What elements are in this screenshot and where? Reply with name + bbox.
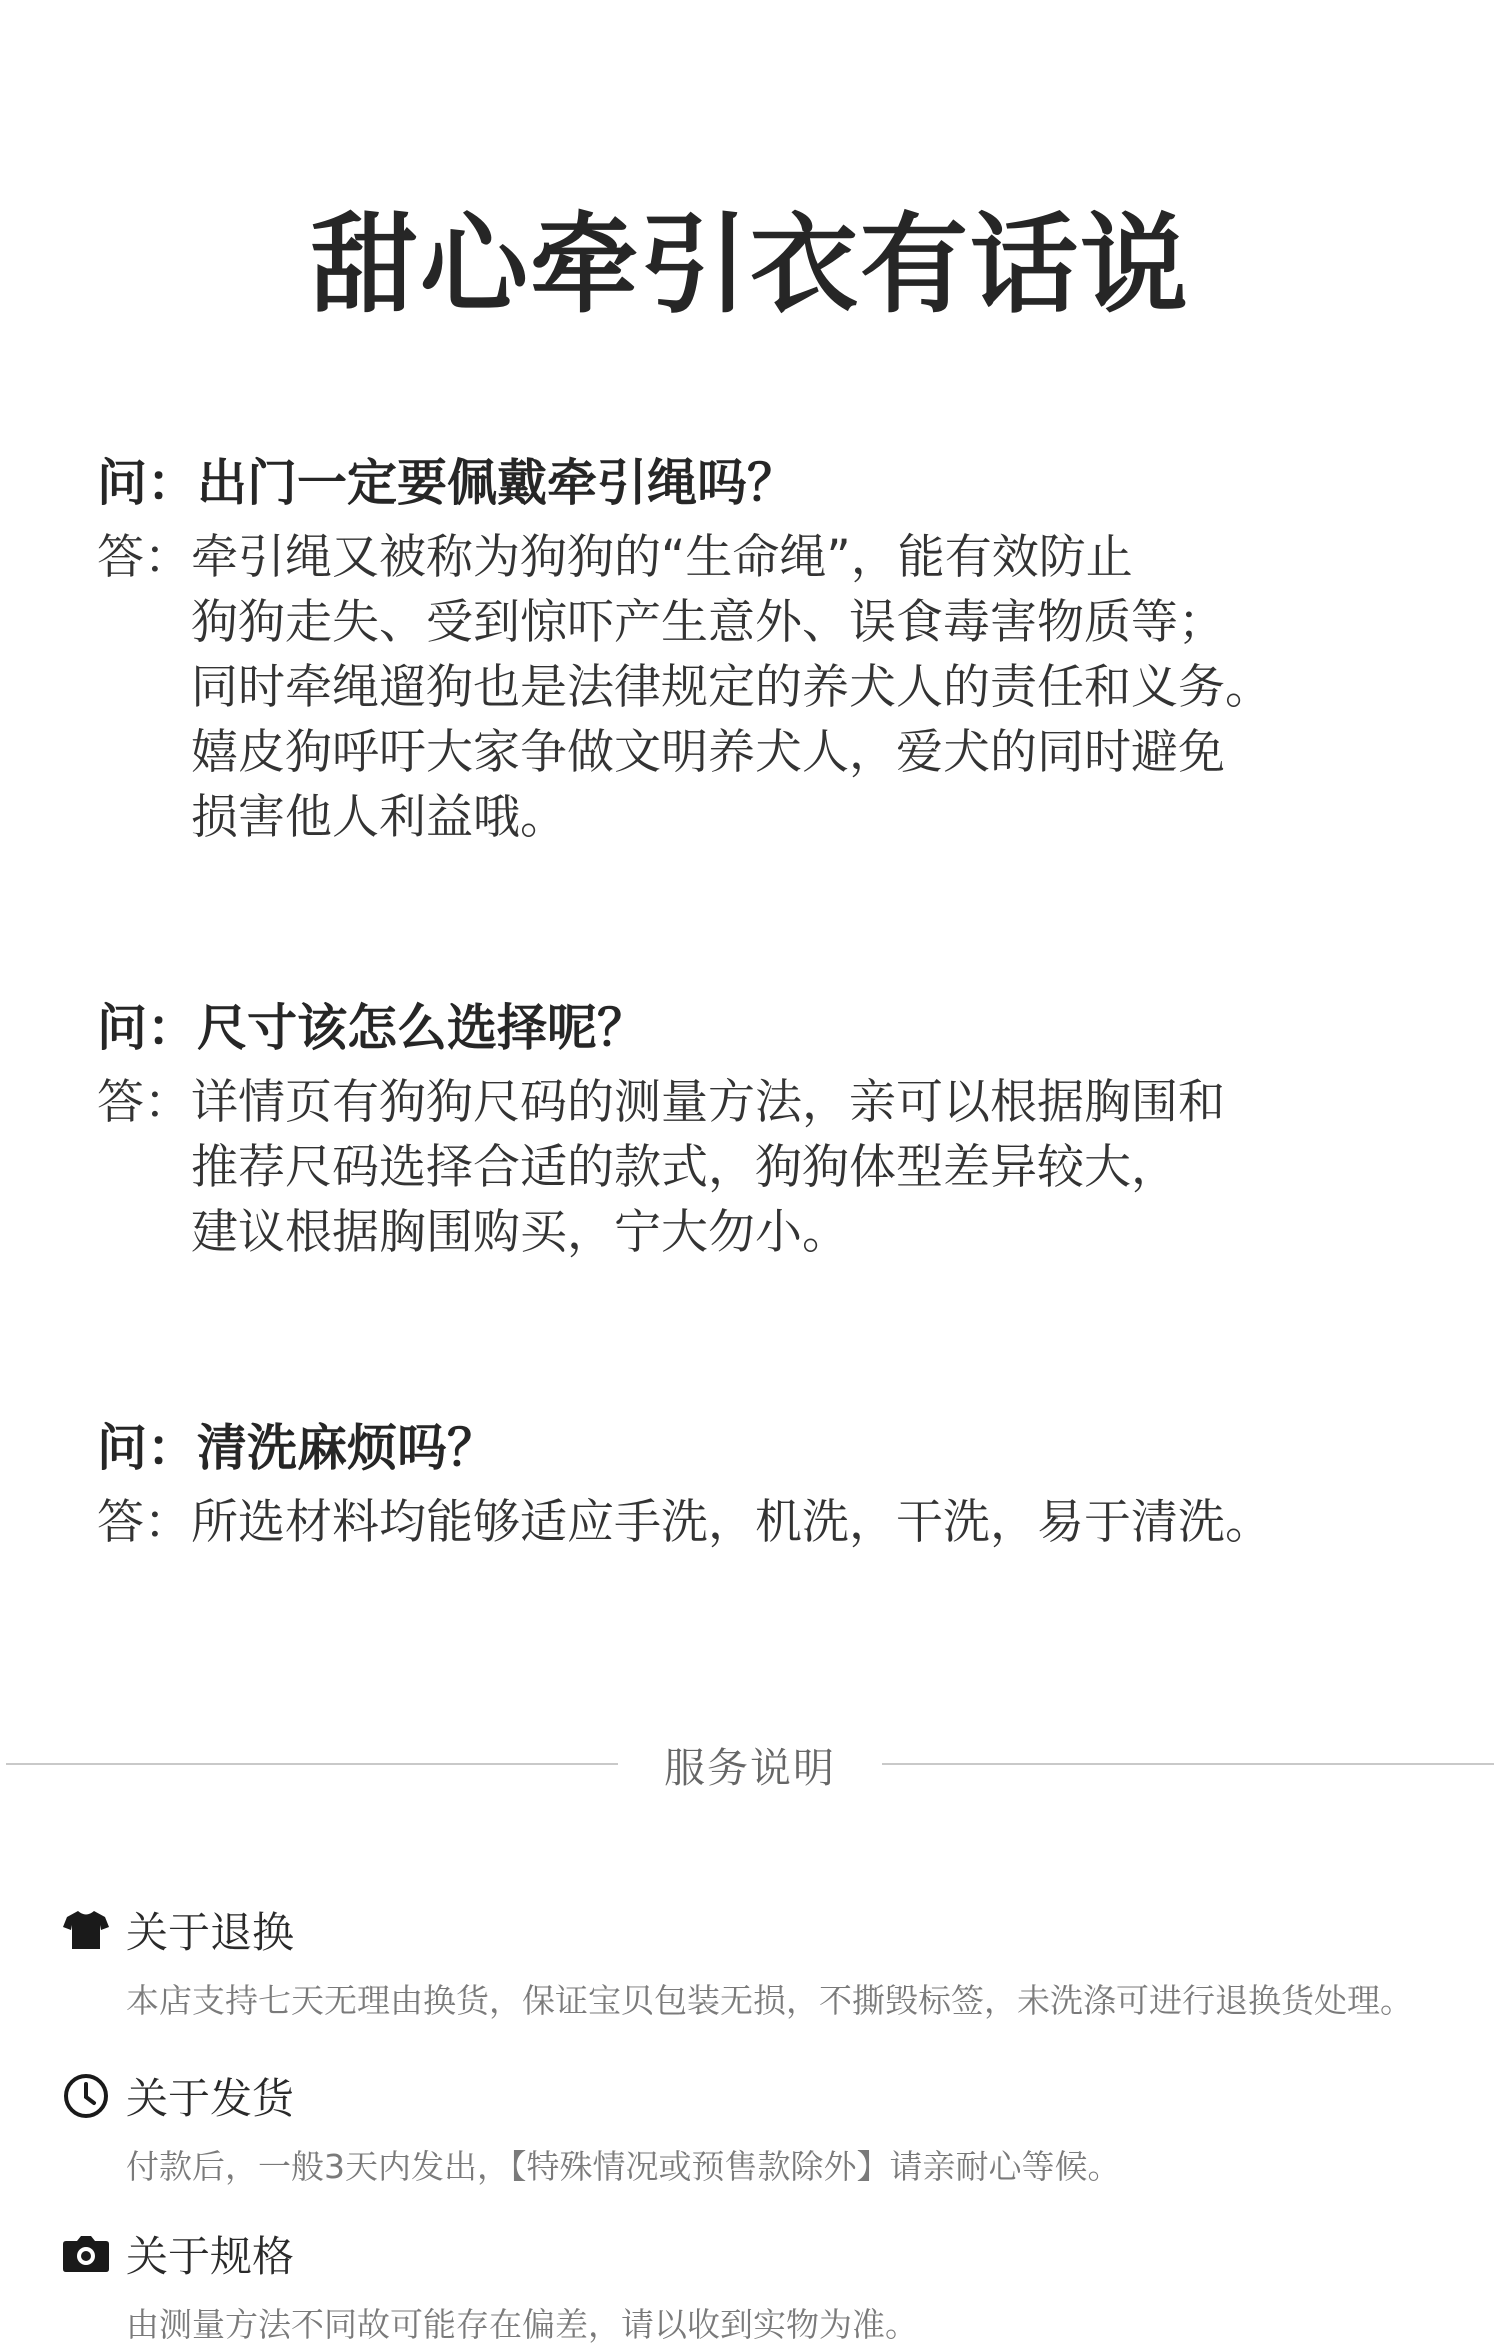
service-heading: 服务说明 bbox=[664, 1743, 836, 1792]
service-item-returns bbox=[62, 1902, 1492, 2026]
answer-line: 详情页有狗狗尺码的测量方法，亲可以根据胸围和 bbox=[191, 1075, 1225, 1130]
service-title: 关于发货 bbox=[126, 2074, 295, 2123]
faq-question: 问：尺寸该怎么选择呢？ bbox=[97, 999, 647, 1057]
answer-line: 狗狗走失、受到惊吓产生意外、误食毒害物质等； bbox=[191, 595, 1225, 650]
answer-prefix: 答： bbox=[97, 530, 191, 585]
tshirt-icon bbox=[62, 1906, 110, 1954]
divider-line bbox=[6, 1763, 618, 1765]
service-item-specs bbox=[62, 2226, 1492, 2350]
answer-line: 所选材料均能够适应手洗，机洗，干洗，易于清洗。 bbox=[191, 1495, 1272, 1550]
page-title: 甜心牵引衣有话说 bbox=[309, 203, 1190, 328]
answer-prefix: 答： bbox=[97, 1075, 191, 1130]
faq-item bbox=[97, 1410, 1437, 1555]
divider-line bbox=[882, 1763, 1494, 1765]
service-desc: 付款后，一般3天内发出，【特殊情况或预售款除外】请亲耐心等候。 bbox=[126, 2147, 1121, 2186]
faq-question: 问：清洗麻烦吗？ bbox=[97, 1419, 497, 1477]
faq-item bbox=[97, 445, 1437, 850]
camera-icon bbox=[62, 2230, 110, 2278]
service-divider bbox=[6, 1735, 1494, 1793]
service-title: 关于规格 bbox=[126, 2232, 295, 2281]
answer-line: 推荐尺码选择合适的款式，狗狗体型差异较大， bbox=[191, 1140, 1178, 1195]
faq-answer bbox=[97, 525, 1437, 850]
answer-line: 同时牵绳遛狗也是法律规定的养犬人的责任和义务。 bbox=[191, 660, 1272, 715]
service-item-shipping bbox=[62, 2068, 1492, 2192]
answer-line: 建议根据胸围购买，宁大勿小。 bbox=[191, 1205, 849, 1260]
service-desc: 本店支持七天无理由换货，保证宝贝包装无损，不撕毁标签，未洗涤可进行退换货处理。 bbox=[126, 1981, 1413, 2020]
faq-question: 问：出门一定要佩戴牵引绳吗？ bbox=[97, 454, 797, 512]
service-desc: 由测量方法不同故可能存在偏差，请以收到实物为准。 bbox=[126, 2305, 918, 2344]
answer-prefix: 答： bbox=[97, 1495, 191, 1550]
answer-line: 嬉皮狗呼吁大家争做文明养犬人，爱犬的同时避免 bbox=[191, 725, 1225, 780]
faq-item bbox=[97, 990, 1437, 1265]
answer-line: 牵引绳又被称为狗狗的“生命绳”，能有效防止 bbox=[191, 530, 1133, 585]
faq-answer bbox=[97, 1070, 1437, 1265]
service-title: 关于退换 bbox=[126, 1908, 295, 1957]
faq-answer bbox=[97, 1490, 1437, 1555]
clock-icon bbox=[62, 2072, 110, 2120]
answer-line: 损害他人利益哦。 bbox=[191, 790, 567, 845]
